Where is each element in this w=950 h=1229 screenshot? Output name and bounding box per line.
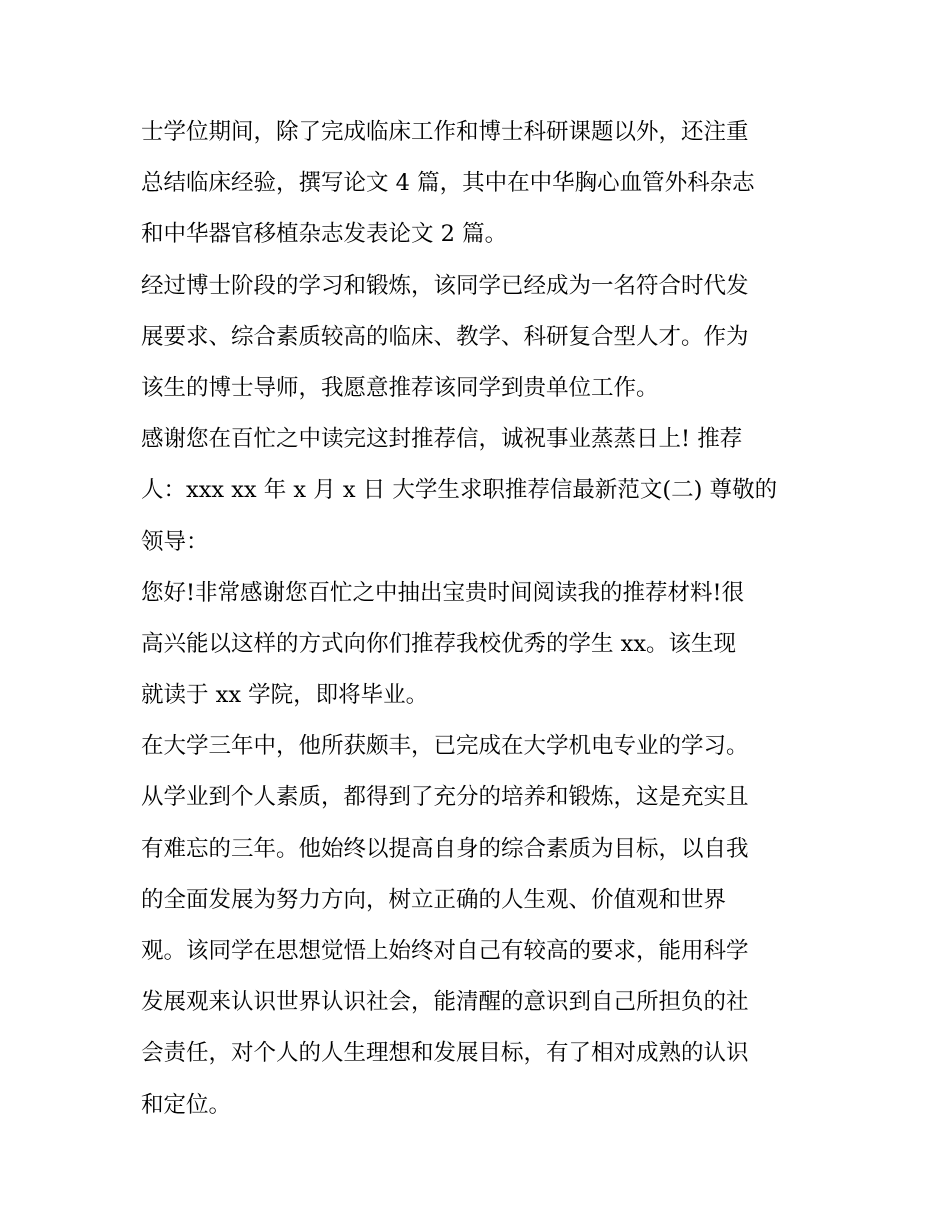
text-line: 的全面发展为努力方向，树立正确的人生观、价值观和世界 xyxy=(141,886,727,913)
text-line: 和中华器官移植杂志发表论文 2 篇。 xyxy=(141,221,508,248)
text-line: 感谢您在百忙之中读完这封推荐信，诚祝事业蒸蒸日上! 推荐 xyxy=(141,426,743,453)
document-body xyxy=(141,107,813,1131)
text-line: 在大学三年中，他所获颇丰，已完成在大学机电专业的学习。 xyxy=(141,733,749,760)
text-line: 有难忘的三年。他始终以提高自身的综合素质为目标，以自我 xyxy=(141,835,749,862)
text-line: 展要求、综合素质较高的临床、教学、科研复合型人才。作为 xyxy=(141,323,749,350)
text-line: 观。该同学在思想觉悟上始终对自己有较高的要求，能用科学 xyxy=(141,938,749,964)
text-line: 高兴能以这样的方式向你们推荐我校优秀的学生 xx。该生现 xyxy=(141,630,737,657)
text-line: 领导： xyxy=(141,528,209,555)
text-line: 和定位。 xyxy=(141,1091,232,1118)
text-line: 您好!非常感谢您百忙之中抽出宝贵时间阅读我的推荐材料!很 xyxy=(141,579,745,606)
text-line: 就读于 xx 学院，即将毕业。 xyxy=(141,682,429,709)
text-line: 发展观来认识世界认识社会，能清醒的意识到自己所担负的社 xyxy=(141,989,749,1016)
text-line: 总结临床经验，撰写论文 4 篇，其中在中华胸心血管外科杂志 xyxy=(141,170,755,197)
text-line: 人：xxx xx 年 x 月 x 日 大学生求职推荐信最新范文(二) 尊敬的 xyxy=(141,477,778,504)
text-line: 从学业到个人素质，都得到了充分的培养和锻炼，这是充实且 xyxy=(141,784,749,811)
text-line: 会责任，对个人的人生理想和发展目标，有了相对成熟的认识 xyxy=(141,1040,749,1067)
text-line: 该生的博士导师，我愿意推荐该同学到贵单位工作。 xyxy=(141,374,659,401)
text-line: 经过博士阶段的学习和锻炼，该同学已经成为一名符合时代发 xyxy=(141,272,749,299)
text-line: 士学位期间，除了完成临床工作和博士科研课题以外，还注重 xyxy=(141,119,749,145)
